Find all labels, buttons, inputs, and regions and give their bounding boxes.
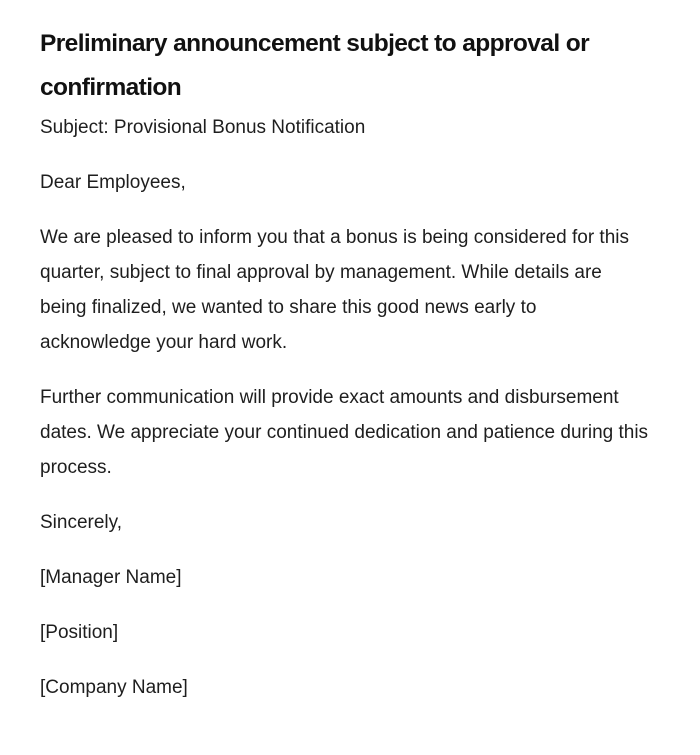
document-title: Preliminary announcement subject to approval or confirmation [40, 30, 590, 101]
subject-line: Subject: Provisional Bonus Notification [40, 117, 366, 138]
body-paragraph: Further communication will provide exact amounts and disbursement dates. We appreciate your continued dedication and patience during this process. [40, 387, 649, 478]
signature-position: [Position] [40, 622, 119, 643]
signature-name: [Manager Name] [40, 567, 182, 588]
letter-document [40, 22, 650, 705]
signature-company: [Company Name] [40, 677, 188, 698]
body-paragraph: We are pleased to inform you that a bonus is being considered for this quarter, subject to final approval by management. While details are being finalized, we wanted to share this good news early to acknowledge your hard work. [40, 227, 629, 353]
greeting: Dear Employees, [40, 172, 186, 193]
closing: Sincerely, [40, 512, 123, 533]
